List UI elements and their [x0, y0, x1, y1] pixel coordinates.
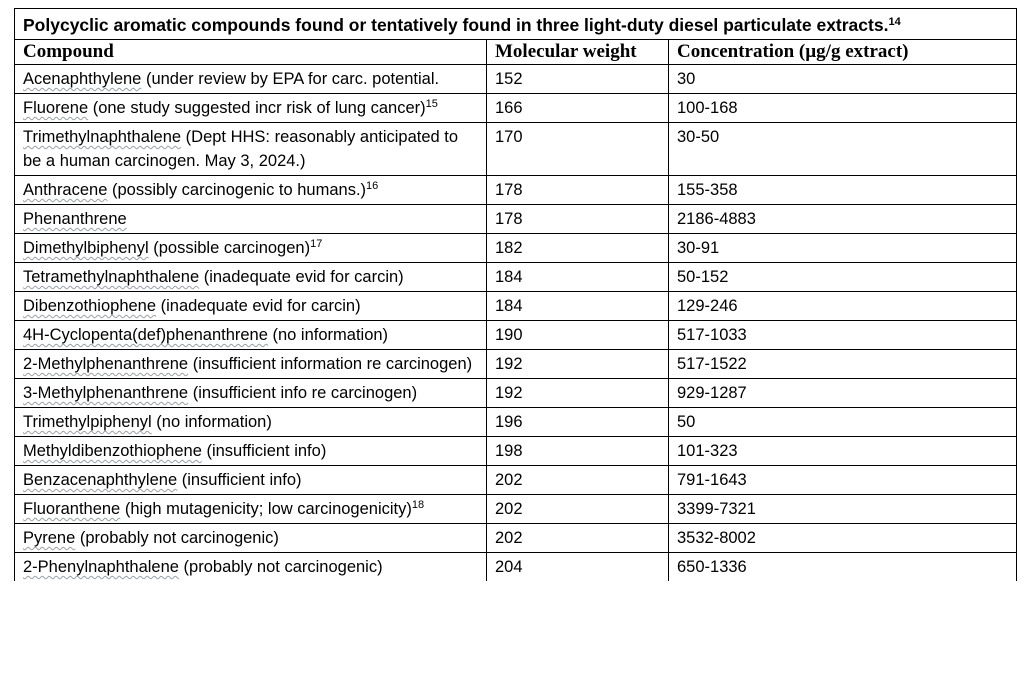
compound-note: (insufficient information re carcinogen): [188, 355, 473, 373]
compound-cell: [15, 263, 487, 292]
compound-note: (high mutagenicity; low carcinogenicity): [120, 500, 412, 518]
compound-note: (insufficient info): [177, 471, 302, 489]
compound-cell: [15, 176, 487, 205]
compound-note: (possible carcinogen): [148, 239, 311, 257]
concentration-cell: 929-1287: [669, 379, 1017, 408]
compound-cell: [15, 94, 487, 123]
table-row: [15, 94, 1017, 123]
molecular-weight-cell: 152: [487, 65, 669, 94]
compound-name: Benzacenaphthylene: [23, 471, 178, 489]
compound-cell: [15, 524, 487, 553]
table-row: [15, 205, 1017, 234]
compound-note: (under review by EPA for carc. potential.: [141, 70, 440, 88]
compound-name: 4H-Cyclopenta(def)phenanthrene: [23, 326, 268, 344]
table-row: [15, 350, 1017, 379]
concentration-cell: 3399-7321: [669, 495, 1017, 524]
concentration-cell: 30-91: [669, 234, 1017, 263]
concentration-cell: 50-152: [669, 263, 1017, 292]
table-row: [15, 524, 1017, 553]
compound-cell: [15, 65, 487, 94]
molecular-weight-cell: 178: [487, 205, 669, 234]
compound-note: (insufficient info): [201, 442, 327, 460]
compound-note: (probably not carcinogenic): [75, 529, 279, 547]
molecular-weight-cell: 182: [487, 234, 669, 263]
compound-name: Acenaphthylene: [23, 70, 142, 88]
compound-cell: [15, 205, 487, 234]
compound-cell: [15, 123, 487, 176]
caption-text: Polycyclic aromatic compounds found or tentatively found in three light-duty diesel particulate extracts.: [23, 15, 889, 35]
pac-table: [14, 8, 1017, 581]
table-caption: [15, 9, 1017, 40]
molecular-weight-cell: 184: [487, 263, 669, 292]
table-container: [14, 8, 1016, 581]
table-row: [15, 495, 1017, 524]
table-row: [15, 321, 1017, 350]
compound-name: 2-Methylphenanthrene: [23, 355, 189, 373]
concentration-cell: 517-1033: [669, 321, 1017, 350]
compound-cell: [15, 350, 487, 379]
table-row: [15, 408, 1017, 437]
compound-note: (Dept HHS: reasonably anticipated to be a human carcinogen. May 3, 2024.): [23, 128, 459, 170]
table-row: [15, 263, 1017, 292]
compound-cell: [15, 553, 487, 582]
compound-note: (inadequate evid for carcin): [156, 297, 361, 315]
concentration-cell: 155-358: [669, 176, 1017, 205]
molecular-weight-cell: 192: [487, 350, 669, 379]
compound-note: (probably not carcinogenic): [178, 558, 383, 576]
compound-cell: [15, 234, 487, 263]
compound-cell: [15, 495, 487, 524]
molecular-weight-cell: 166: [487, 94, 669, 123]
molecular-weight-cell: 178: [487, 176, 669, 205]
caption-ref: 14: [888, 16, 901, 28]
molecular-weight-cell: 202: [487, 524, 669, 553]
compound-name: Fluoranthene: [23, 500, 121, 518]
molecular-weight-cell: 192: [487, 379, 669, 408]
compound-cell: [15, 379, 487, 408]
compound-cell: [15, 321, 487, 350]
compound-ref: 17: [310, 238, 323, 250]
table-row: [15, 123, 1017, 176]
table-row: [15, 176, 1017, 205]
compound-name: Anthracene: [23, 181, 108, 199]
compound-note: (inadequate evid for carcin): [199, 268, 404, 286]
compound-note: (no information): [151, 413, 272, 431]
compound-name: Trimethylnaphthalene: [23, 128, 182, 146]
concentration-cell: 3532-8002: [669, 524, 1017, 553]
compound-cell: [15, 292, 487, 321]
compound-name: Tetramethylnaphthalene: [23, 268, 200, 286]
compound-ref: 16: [366, 180, 379, 192]
compound-note: (no information): [267, 326, 389, 344]
compound-note: (insufficient info re carcinogen): [188, 384, 418, 402]
compound-cell: [15, 408, 487, 437]
concentration-cell: 2186-4883: [669, 205, 1017, 234]
header-row: [15, 40, 1017, 65]
compound-name: Fluorene: [23, 99, 89, 117]
concentration-cell: 129-246: [669, 292, 1017, 321]
table-row: [15, 379, 1017, 408]
compound-cell: [15, 466, 487, 495]
compound-ref: 18: [411, 499, 425, 511]
table-row: [15, 437, 1017, 466]
concentration-cell: 100-168: [669, 94, 1017, 123]
compound-name: Trimethylpiphenyl: [23, 413, 152, 431]
concentration-cell: 791-1643: [669, 466, 1017, 495]
compound-note: (possibly carcinogenic to humans.): [107, 181, 367, 199]
molecular-weight-cell: 196: [487, 408, 669, 437]
molecular-weight-cell: 184: [487, 292, 669, 321]
table-row: [15, 553, 1017, 582]
table-row: [15, 466, 1017, 495]
concentration-cell: 30-50: [669, 123, 1017, 176]
header-molecular-weight: Molecular weight: [487, 40, 669, 65]
compound-ref: 15: [425, 98, 438, 110]
molecular-weight-cell: 204: [487, 553, 669, 582]
compound-name: Phenanthrene: [23, 210, 127, 228]
table-row: [15, 292, 1017, 321]
compound-name: Methyldibenzothiophene: [23, 442, 202, 460]
concentration-cell: 517-1522: [669, 350, 1017, 379]
compound-note: (one study suggested incr risk of lung cancer): [88, 99, 426, 117]
compound-name: 2-Phenylnaphthalene: [23, 558, 179, 576]
concentration-cell: 650-1336: [669, 553, 1017, 582]
compound-name: Dibenzothiophene: [23, 297, 157, 315]
compound-name: 3-Methylphenanthrene: [23, 384, 189, 402]
molecular-weight-cell: 202: [487, 466, 669, 495]
molecular-weight-cell: 190: [487, 321, 669, 350]
compound-name: Pyrene: [23, 529, 76, 547]
header-compound: Compound: [15, 40, 487, 65]
molecular-weight-cell: 198: [487, 437, 669, 466]
table-row: [15, 234, 1017, 263]
molecular-weight-cell: 202: [487, 495, 669, 524]
caption-row: [15, 9, 1017, 40]
concentration-cell: 50: [669, 408, 1017, 437]
molecular-weight-cell: 170: [487, 123, 669, 176]
concentration-cell: 101-323: [669, 437, 1017, 466]
concentration-cell: 30: [669, 65, 1017, 94]
header-concentration: Concentration (µg/g extract): [669, 40, 1017, 65]
compound-cell: [15, 437, 487, 466]
table-row: [15, 65, 1017, 94]
compound-name: Dimethylbiphenyl: [23, 239, 149, 257]
